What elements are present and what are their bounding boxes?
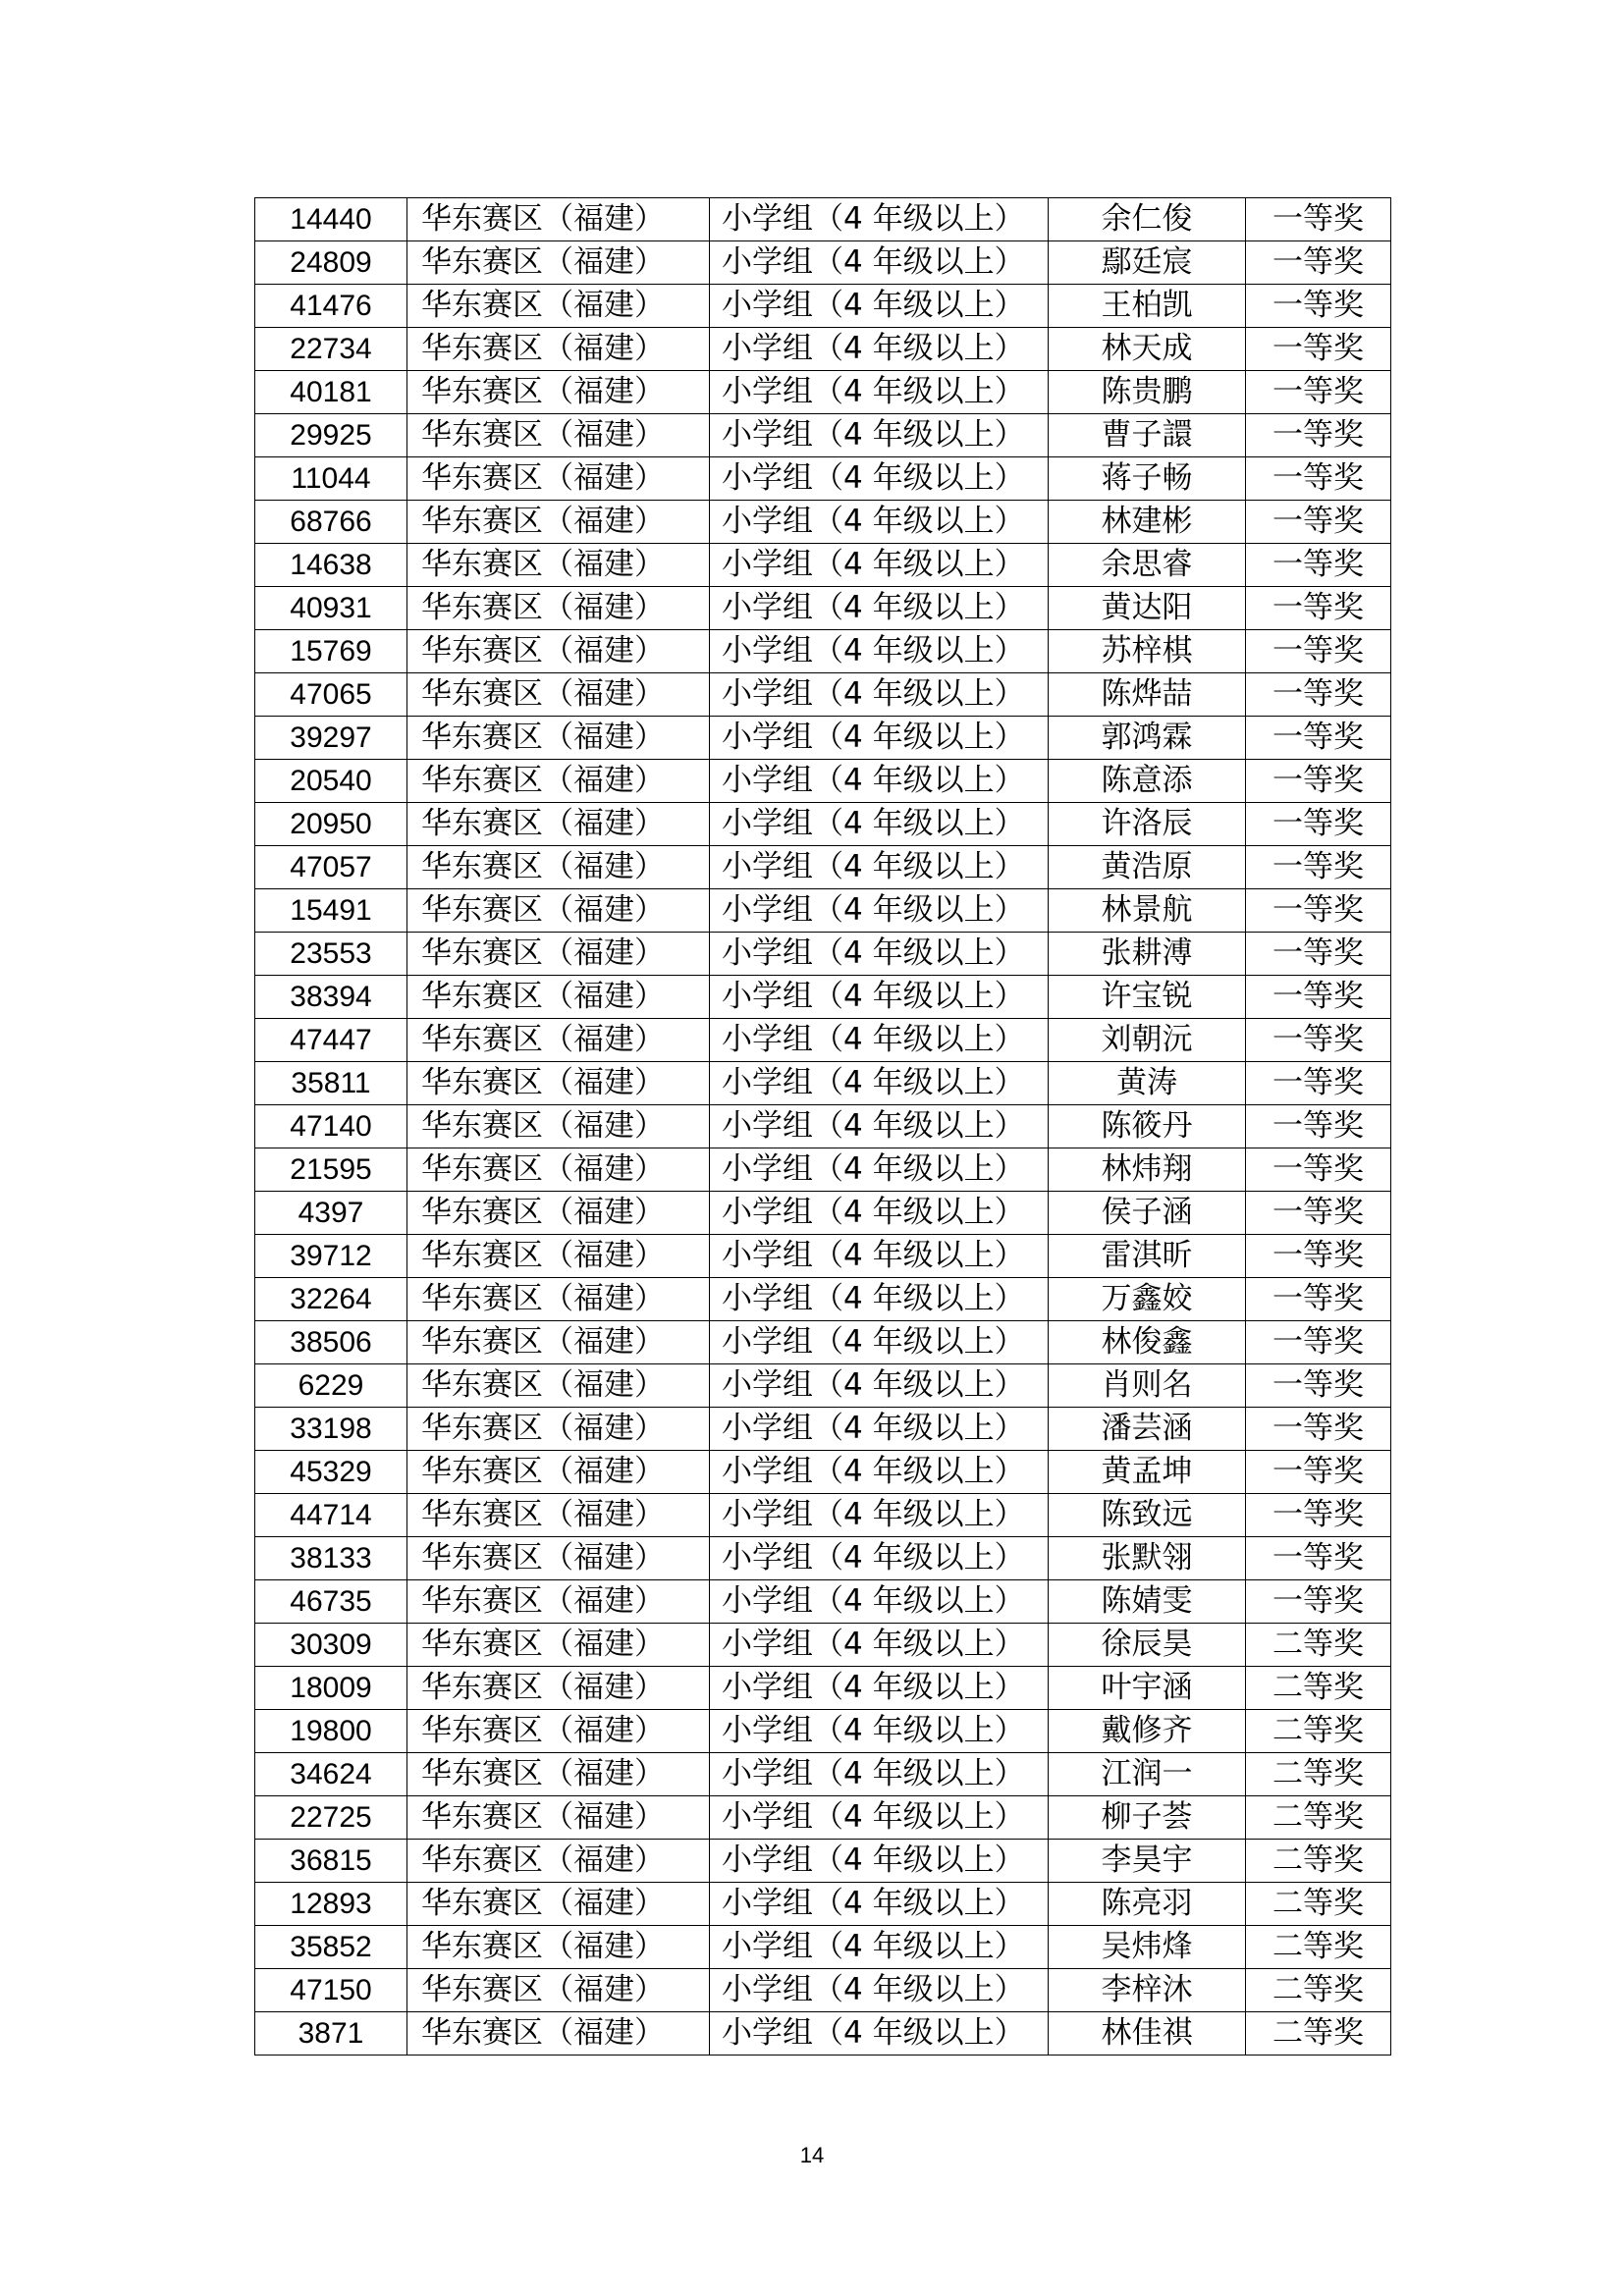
cell-group: 小学组（4 年级以上） (710, 457, 1049, 501)
cell-region: 华东赛区（福建） (407, 1148, 710, 1192)
table-row (255, 501, 1391, 544)
table-row (255, 457, 1391, 501)
table-row (255, 1019, 1391, 1062)
cell-region: 华东赛区（福建） (407, 1408, 710, 1451)
table-row (255, 1321, 1391, 1364)
table-row (255, 976, 1391, 1019)
cell-name: 许洛辰 (1049, 803, 1246, 846)
table-row (255, 2012, 1391, 2056)
cell-region: 华东赛区（福建） (407, 1840, 710, 1883)
cell-award: 一等奖 (1246, 1192, 1391, 1235)
cell-award: 一等奖 (1246, 630, 1391, 673)
cell-award: 一等奖 (1246, 241, 1391, 285)
cell-group: 小学组（4 年级以上） (710, 1494, 1049, 1537)
table-row (255, 587, 1391, 630)
cell-award: 二等奖 (1246, 1969, 1391, 2012)
cell-award: 一等奖 (1246, 1537, 1391, 1580)
cell-region: 华东赛区（福建） (407, 803, 710, 846)
cell-region: 华东赛区（福建） (407, 1364, 710, 1408)
cell-group: 小学组（4 年级以上） (710, 1019, 1049, 1062)
cell-name: 陈亮羽 (1049, 1883, 1246, 1926)
cell-name: 林建彬 (1049, 501, 1246, 544)
cell-group: 小学组（4 年级以上） (710, 803, 1049, 846)
cell-region: 华东赛区（福建） (407, 760, 710, 803)
cell-id: 34624 (255, 1753, 407, 1796)
cell-award: 二等奖 (1246, 1667, 1391, 1710)
cell-id: 36815 (255, 1840, 407, 1883)
cell-id: 39712 (255, 1235, 407, 1278)
cell-id: 38133 (255, 1537, 407, 1580)
cell-group: 小学组（4 年级以上） (710, 1364, 1049, 1408)
table-row (255, 1451, 1391, 1494)
table-row (255, 1926, 1391, 1969)
cell-group: 小学组（4 年级以上） (710, 544, 1049, 587)
cell-id: 30309 (255, 1624, 407, 1667)
cell-region: 华东赛区（福建） (407, 630, 710, 673)
cell-award: 一等奖 (1246, 846, 1391, 889)
cell-id: 22734 (255, 328, 407, 371)
cell-region: 华东赛区（福建） (407, 414, 710, 457)
cell-name: 王柏凯 (1049, 285, 1246, 328)
cell-group: 小学组（4 年级以上） (710, 1580, 1049, 1624)
cell-award: 二等奖 (1246, 1753, 1391, 1796)
cell-id: 40181 (255, 371, 407, 414)
cell-group: 小学组（4 年级以上） (710, 1883, 1049, 1926)
table-row (255, 1840, 1391, 1883)
cell-region: 华东赛区（福建） (407, 717, 710, 760)
cell-award: 二等奖 (1246, 2012, 1391, 2056)
cell-group: 小学组（4 年级以上） (710, 1235, 1049, 1278)
cell-id: 32264 (255, 1278, 407, 1321)
cell-id: 38394 (255, 976, 407, 1019)
cell-region: 华东赛区（福建） (407, 2012, 710, 2056)
cell-name: 林天成 (1049, 328, 1246, 371)
cell-group: 小学组（4 年级以上） (710, 198, 1049, 241)
table-row (255, 1235, 1391, 1278)
cell-group: 小学组（4 年级以上） (710, 1537, 1049, 1580)
cell-name: 余仁俊 (1049, 198, 1246, 241)
cell-award: 一等奖 (1246, 1062, 1391, 1105)
cell-name: 李昊宇 (1049, 1840, 1246, 1883)
table-row (255, 1364, 1391, 1408)
table-row (255, 1883, 1391, 1926)
cell-group: 小学组（4 年级以上） (710, 1926, 1049, 1969)
cell-id: 40931 (255, 587, 407, 630)
cell-name: 陈贵鹏 (1049, 371, 1246, 414)
cell-region: 华东赛区（福建） (407, 1883, 710, 1926)
table-row (255, 1278, 1391, 1321)
cell-name: 吴炜烽 (1049, 1926, 1246, 1969)
cell-name: 戴修齐 (1049, 1710, 1246, 1753)
cell-group: 小学组（4 年级以上） (710, 673, 1049, 717)
cell-group: 小学组（4 年级以上） (710, 587, 1049, 630)
cell-name: 林俊鑫 (1049, 1321, 1246, 1364)
table-row (255, 1580, 1391, 1624)
cell-region: 华东赛区（福建） (407, 198, 710, 241)
cell-name: 黄达阳 (1049, 587, 1246, 630)
cell-name: 徐辰昊 (1049, 1624, 1246, 1667)
cell-award: 一等奖 (1246, 933, 1391, 976)
cell-region: 华东赛区（福建） (407, 285, 710, 328)
table-row (255, 414, 1391, 457)
cell-region: 华东赛区（福建） (407, 1537, 710, 1580)
cell-region: 华东赛区（福建） (407, 1796, 710, 1840)
cell-id: 47150 (255, 1969, 407, 2012)
cell-group: 小学组（4 年级以上） (710, 1796, 1049, 1840)
cell-region: 华东赛区（福建） (407, 457, 710, 501)
cell-region: 华东赛区（福建） (407, 1624, 710, 1667)
cell-region: 华东赛区（福建） (407, 328, 710, 371)
cell-group: 小学组（4 年级以上） (710, 1840, 1049, 1883)
cell-name: 曹子譞 (1049, 414, 1246, 457)
cell-name: 张默翎 (1049, 1537, 1246, 1580)
cell-name: 林佳祺 (1049, 2012, 1246, 2056)
cell-region: 华东赛区（福建） (407, 1019, 710, 1062)
cell-region: 华东赛区（福建） (407, 976, 710, 1019)
cell-group: 小学组（4 年级以上） (710, 1278, 1049, 1321)
cell-id: 18009 (255, 1667, 407, 1710)
cell-group: 小学组（4 年级以上） (710, 1105, 1049, 1148)
table-row (255, 673, 1391, 717)
table-row (255, 889, 1391, 933)
cell-region: 华东赛区（福建） (407, 1235, 710, 1278)
cell-award: 一等奖 (1246, 760, 1391, 803)
table-row (255, 1753, 1391, 1796)
table-row (255, 1192, 1391, 1235)
cell-name: 郭鸿霖 (1049, 717, 1246, 760)
cell-id: 15491 (255, 889, 407, 933)
table-row (255, 285, 1391, 328)
cell-group: 小学组（4 年级以上） (710, 1969, 1049, 2012)
table-row (255, 1710, 1391, 1753)
table-row (255, 1624, 1391, 1667)
cell-group: 小学组（4 年级以上） (710, 1624, 1049, 1667)
cell-name: 刘朝沅 (1049, 1019, 1246, 1062)
cell-award: 一等奖 (1246, 1105, 1391, 1148)
cell-name: 苏梓棋 (1049, 630, 1246, 673)
cell-region: 华东赛区（福建） (407, 1278, 710, 1321)
table-row (255, 1408, 1391, 1451)
cell-name: 张耕溥 (1049, 933, 1246, 976)
cell-award: 二等奖 (1246, 1710, 1391, 1753)
cell-id: 14638 (255, 544, 407, 587)
table-row (255, 760, 1391, 803)
cell-id: 19800 (255, 1710, 407, 1753)
cell-award: 一等奖 (1246, 717, 1391, 760)
cell-id: 29925 (255, 414, 407, 457)
cell-name: 叶宇涵 (1049, 1667, 1246, 1710)
cell-award: 一等奖 (1246, 1364, 1391, 1408)
cell-name: 陈烨喆 (1049, 673, 1246, 717)
cell-group: 小学组（4 年级以上） (710, 630, 1049, 673)
cell-region: 华东赛区（福建） (407, 587, 710, 630)
cell-group: 小学组（4 年级以上） (710, 328, 1049, 371)
table-row (255, 371, 1391, 414)
cell-id: 46735 (255, 1580, 407, 1624)
cell-region: 华东赛区（福建） (407, 1451, 710, 1494)
cell-group: 小学组（4 年级以上） (710, 1148, 1049, 1192)
cell-group: 小学组（4 年级以上） (710, 371, 1049, 414)
cell-name: 陈致远 (1049, 1494, 1246, 1537)
cell-group: 小学组（4 年级以上） (710, 717, 1049, 760)
cell-award: 一等奖 (1246, 1408, 1391, 1451)
cell-name: 余思睿 (1049, 544, 1246, 587)
cell-group: 小学组（4 年级以上） (710, 414, 1049, 457)
cell-id: 21595 (255, 1148, 407, 1192)
cell-group: 小学组（4 年级以上） (710, 1192, 1049, 1235)
cell-group: 小学组（4 年级以上） (710, 285, 1049, 328)
cell-id: 12893 (255, 1883, 407, 1926)
cell-id: 44714 (255, 1494, 407, 1537)
cell-name: 陈婧雯 (1049, 1580, 1246, 1624)
cell-id: 24809 (255, 241, 407, 285)
cell-id: 20950 (255, 803, 407, 846)
cell-region: 华东赛区（福建） (407, 1321, 710, 1364)
cell-group: 小学组（4 年级以上） (710, 501, 1049, 544)
cell-id: 41476 (255, 285, 407, 328)
cell-region: 华东赛区（福建） (407, 501, 710, 544)
cell-group: 小学组（4 年级以上） (710, 889, 1049, 933)
cell-id: 45329 (255, 1451, 407, 1494)
cell-id: 6229 (255, 1364, 407, 1408)
cell-region: 华东赛区（福建） (407, 544, 710, 587)
cell-award: 一等奖 (1246, 501, 1391, 544)
cell-group: 小学组（4 年级以上） (710, 933, 1049, 976)
cell-award: 一等奖 (1246, 1278, 1391, 1321)
cell-id: 15769 (255, 630, 407, 673)
cell-group: 小学组（4 年级以上） (710, 1062, 1049, 1105)
cell-id: 47447 (255, 1019, 407, 1062)
cell-name: 许宝锐 (1049, 976, 1246, 1019)
cell-award: 一等奖 (1246, 1580, 1391, 1624)
cell-region: 华东赛区（福建） (407, 889, 710, 933)
cell-id: 14440 (255, 198, 407, 241)
cell-id: 22725 (255, 1796, 407, 1840)
cell-id: 3871 (255, 2012, 407, 2056)
cell-name: 肖则名 (1049, 1364, 1246, 1408)
cell-region: 华东赛区（福建） (407, 1969, 710, 2012)
cell-region: 华东赛区（福建） (407, 1105, 710, 1148)
cell-region: 华东赛区（福建） (407, 673, 710, 717)
cell-group: 小学组（4 年级以上） (710, 2012, 1049, 2056)
award-table-body (255, 198, 1391, 2056)
cell-award: 一等奖 (1246, 1019, 1391, 1062)
table-row (255, 241, 1391, 285)
cell-id: 68766 (255, 501, 407, 544)
table-row (255, 328, 1391, 371)
cell-award: 一等奖 (1246, 285, 1391, 328)
cell-award: 一等奖 (1246, 1321, 1391, 1364)
cell-region: 华东赛区（福建） (407, 846, 710, 889)
cell-group: 小学组（4 年级以上） (710, 1408, 1049, 1451)
cell-group: 小学组（4 年级以上） (710, 1667, 1049, 1710)
page-number: 14 (799, 2143, 825, 2167)
cell-region: 华东赛区（福建） (407, 241, 710, 285)
cell-award: 一等奖 (1246, 1235, 1391, 1278)
cell-award: 一等奖 (1246, 587, 1391, 630)
cell-group: 小学组（4 年级以上） (710, 241, 1049, 285)
table-row (255, 1796, 1391, 1840)
table-row (255, 803, 1391, 846)
cell-id: 47057 (255, 846, 407, 889)
cell-name: 蒋子畅 (1049, 457, 1246, 501)
cell-name: 黄浩原 (1049, 846, 1246, 889)
cell-region: 华东赛区（福建） (407, 1494, 710, 1537)
cell-region: 华东赛区（福建） (407, 1667, 710, 1710)
cell-name: 陈意添 (1049, 760, 1246, 803)
cell-id: 35811 (255, 1062, 407, 1105)
table-row (255, 1969, 1391, 2012)
cell-award: 一等奖 (1246, 1451, 1391, 1494)
cell-name: 黄孟坤 (1049, 1451, 1246, 1494)
cell-award: 一等奖 (1246, 1494, 1391, 1537)
cell-group: 小学组（4 年级以上） (710, 976, 1049, 1019)
cell-award: 一等奖 (1246, 328, 1391, 371)
cell-group: 小学组（4 年级以上） (710, 846, 1049, 889)
cell-group: 小学组（4 年级以上） (710, 1710, 1049, 1753)
cell-award: 一等奖 (1246, 803, 1391, 846)
cell-id: 20540 (255, 760, 407, 803)
cell-region: 华东赛区（福建） (407, 371, 710, 414)
cell-name: 侯子涵 (1049, 1192, 1246, 1235)
cell-name: 黄涛 (1049, 1062, 1246, 1105)
table-row (255, 1105, 1391, 1148)
cell-award: 二等奖 (1246, 1796, 1391, 1840)
cell-award: 一等奖 (1246, 889, 1391, 933)
cell-name: 李梓沐 (1049, 1969, 1246, 2012)
cell-award: 二等奖 (1246, 1926, 1391, 1969)
cell-name: 陈筱丹 (1049, 1105, 1246, 1148)
cell-region: 华东赛区（福建） (407, 1710, 710, 1753)
cell-name: 林炜翔 (1049, 1148, 1246, 1192)
table-row (255, 630, 1391, 673)
table-row (255, 198, 1391, 241)
cell-region: 华东赛区（福建） (407, 1926, 710, 1969)
table-row (255, 717, 1391, 760)
cell-id: 33198 (255, 1408, 407, 1451)
table-row (255, 1062, 1391, 1105)
cell-id: 47140 (255, 1105, 407, 1148)
cell-award: 二等奖 (1246, 1840, 1391, 1883)
cell-name: 鄢廷宸 (1049, 241, 1246, 285)
cell-award: 一等奖 (1246, 414, 1391, 457)
cell-name: 万鑫姣 (1049, 1278, 1246, 1321)
cell-name: 林景航 (1049, 889, 1246, 933)
cell-award: 二等奖 (1246, 1883, 1391, 1926)
cell-id: 39297 (255, 717, 407, 760)
cell-name: 雷淇昕 (1049, 1235, 1246, 1278)
cell-group: 小学组（4 年级以上） (710, 1753, 1049, 1796)
table-row (255, 846, 1391, 889)
table-row (255, 1148, 1391, 1192)
cell-id: 11044 (255, 457, 407, 501)
cell-region: 华东赛区（福建） (407, 1753, 710, 1796)
cell-group: 小学组（4 年级以上） (710, 1321, 1049, 1364)
cell-name: 江润一 (1049, 1753, 1246, 1796)
cell-region: 华东赛区（福建） (407, 933, 710, 976)
table-row (255, 933, 1391, 976)
award-table (254, 197, 1391, 2056)
cell-id: 38506 (255, 1321, 407, 1364)
cell-award: 一等奖 (1246, 673, 1391, 717)
cell-award: 一等奖 (1246, 544, 1391, 587)
cell-id: 47065 (255, 673, 407, 717)
table-row (255, 1537, 1391, 1580)
cell-award: 一等奖 (1246, 976, 1391, 1019)
table-row (255, 1667, 1391, 1710)
cell-region: 华东赛区（福建） (407, 1580, 710, 1624)
table-row (255, 1494, 1391, 1537)
cell-award: 二等奖 (1246, 1624, 1391, 1667)
cell-region: 华东赛区（福建） (407, 1062, 710, 1105)
cell-award: 一等奖 (1246, 457, 1391, 501)
cell-id: 23553 (255, 933, 407, 976)
cell-award: 一等奖 (1246, 371, 1391, 414)
cell-award: 一等奖 (1246, 198, 1391, 241)
cell-id: 35852 (255, 1926, 407, 1969)
cell-group: 小学组（4 年级以上） (710, 1451, 1049, 1494)
cell-region: 华东赛区（福建） (407, 1192, 710, 1235)
cell-id: 4397 (255, 1192, 407, 1235)
cell-group: 小学组（4 年级以上） (710, 760, 1049, 803)
cell-name: 柳子荟 (1049, 1796, 1246, 1840)
cell-award: 一等奖 (1246, 1148, 1391, 1192)
table-row (255, 544, 1391, 587)
cell-name: 潘芸涵 (1049, 1408, 1246, 1451)
